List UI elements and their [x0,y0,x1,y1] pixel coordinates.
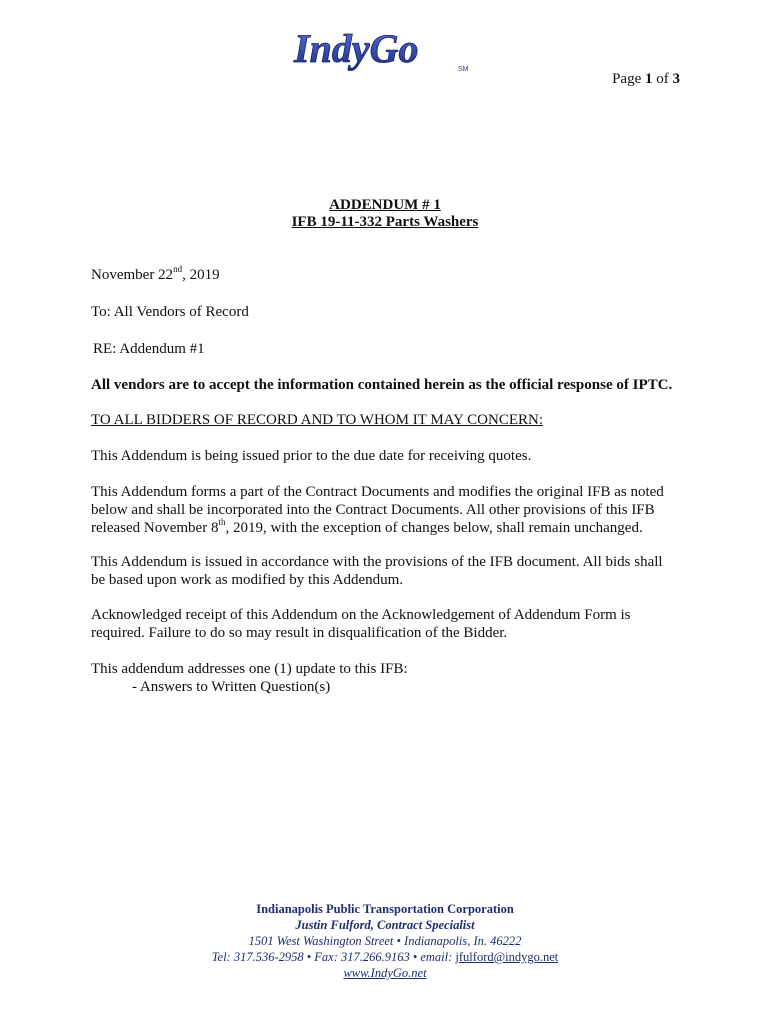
footer-contact: Justin Fulford, Contract Specialist [295,918,475,932]
paragraph-contract-documents: This Addendum forms a part of the Contract Documents and modifies the original IFB as noted below and shall be incorporated into the Contract Documents. All other provisions of this IFB released November 8th, 2019, with the exception of changes below, shall remain unchanged. [91,484,664,536]
ifb-title: IFB 19-11-332 Parts Washers [291,214,479,230]
page-number [612,71,680,88]
logo-wordmark: IndyGo [294,26,419,71]
email-link[interactable]: jfulford@indygo.net [455,950,559,964]
footer-organization: Indianapolis Public Transportation Corporation [256,902,514,916]
paragraph-updates: This addendum addresses one (1) update to this IFB: [91,661,408,677]
footer-phone-email: Tel: 317.536-2958 • Fax: 317.266.9163 • email: jfulford@indygo.net [211,950,559,964]
addendum-title: ADDENDUM # 1 [329,197,441,213]
letter-date: November 22nd, 2019 [91,264,220,283]
indygo-logo [292,24,482,76]
official-response-notice: All vendors are to accept the information contained herein as the official response of IPTC. [91,377,673,393]
page-total: 3 [672,71,680,87]
paragraph-issued-prior: This Addendum is being issued prior to the due date for receiving quotes. [91,448,532,464]
update-list-item: - Answers to Written Question(s) [132,679,331,695]
logo-service-mark: SM [458,66,469,73]
recipient-line: To: All Vendors of Record [91,304,249,320]
regarding-line: RE: Addendum #1 [93,341,205,357]
page-label: Page [612,71,642,87]
paragraph-provisions: This Addendum is issued in accordance with the provisions of the IFB document. All bids shall be based upon work as modified by this Addendum. [91,554,663,588]
paragraph-acknowledgement: Acknowledged receipt of this Addendum on the Acknowledgement of Addendum Form is required. Failure to do so may result in disqualification of the Bidder. [91,607,631,641]
page-of: of [656,71,669,87]
footer-address: 1501 West Washington Street • Indianapolis, In. 46222 [248,934,522,948]
salutation: TO ALL BIDDERS OF RECORD AND TO WHOM IT MAY CONCERN: [91,412,543,428]
website-link[interactable]: www.IndyGo.net [343,966,427,980]
page-current: 1 [645,71,653,87]
